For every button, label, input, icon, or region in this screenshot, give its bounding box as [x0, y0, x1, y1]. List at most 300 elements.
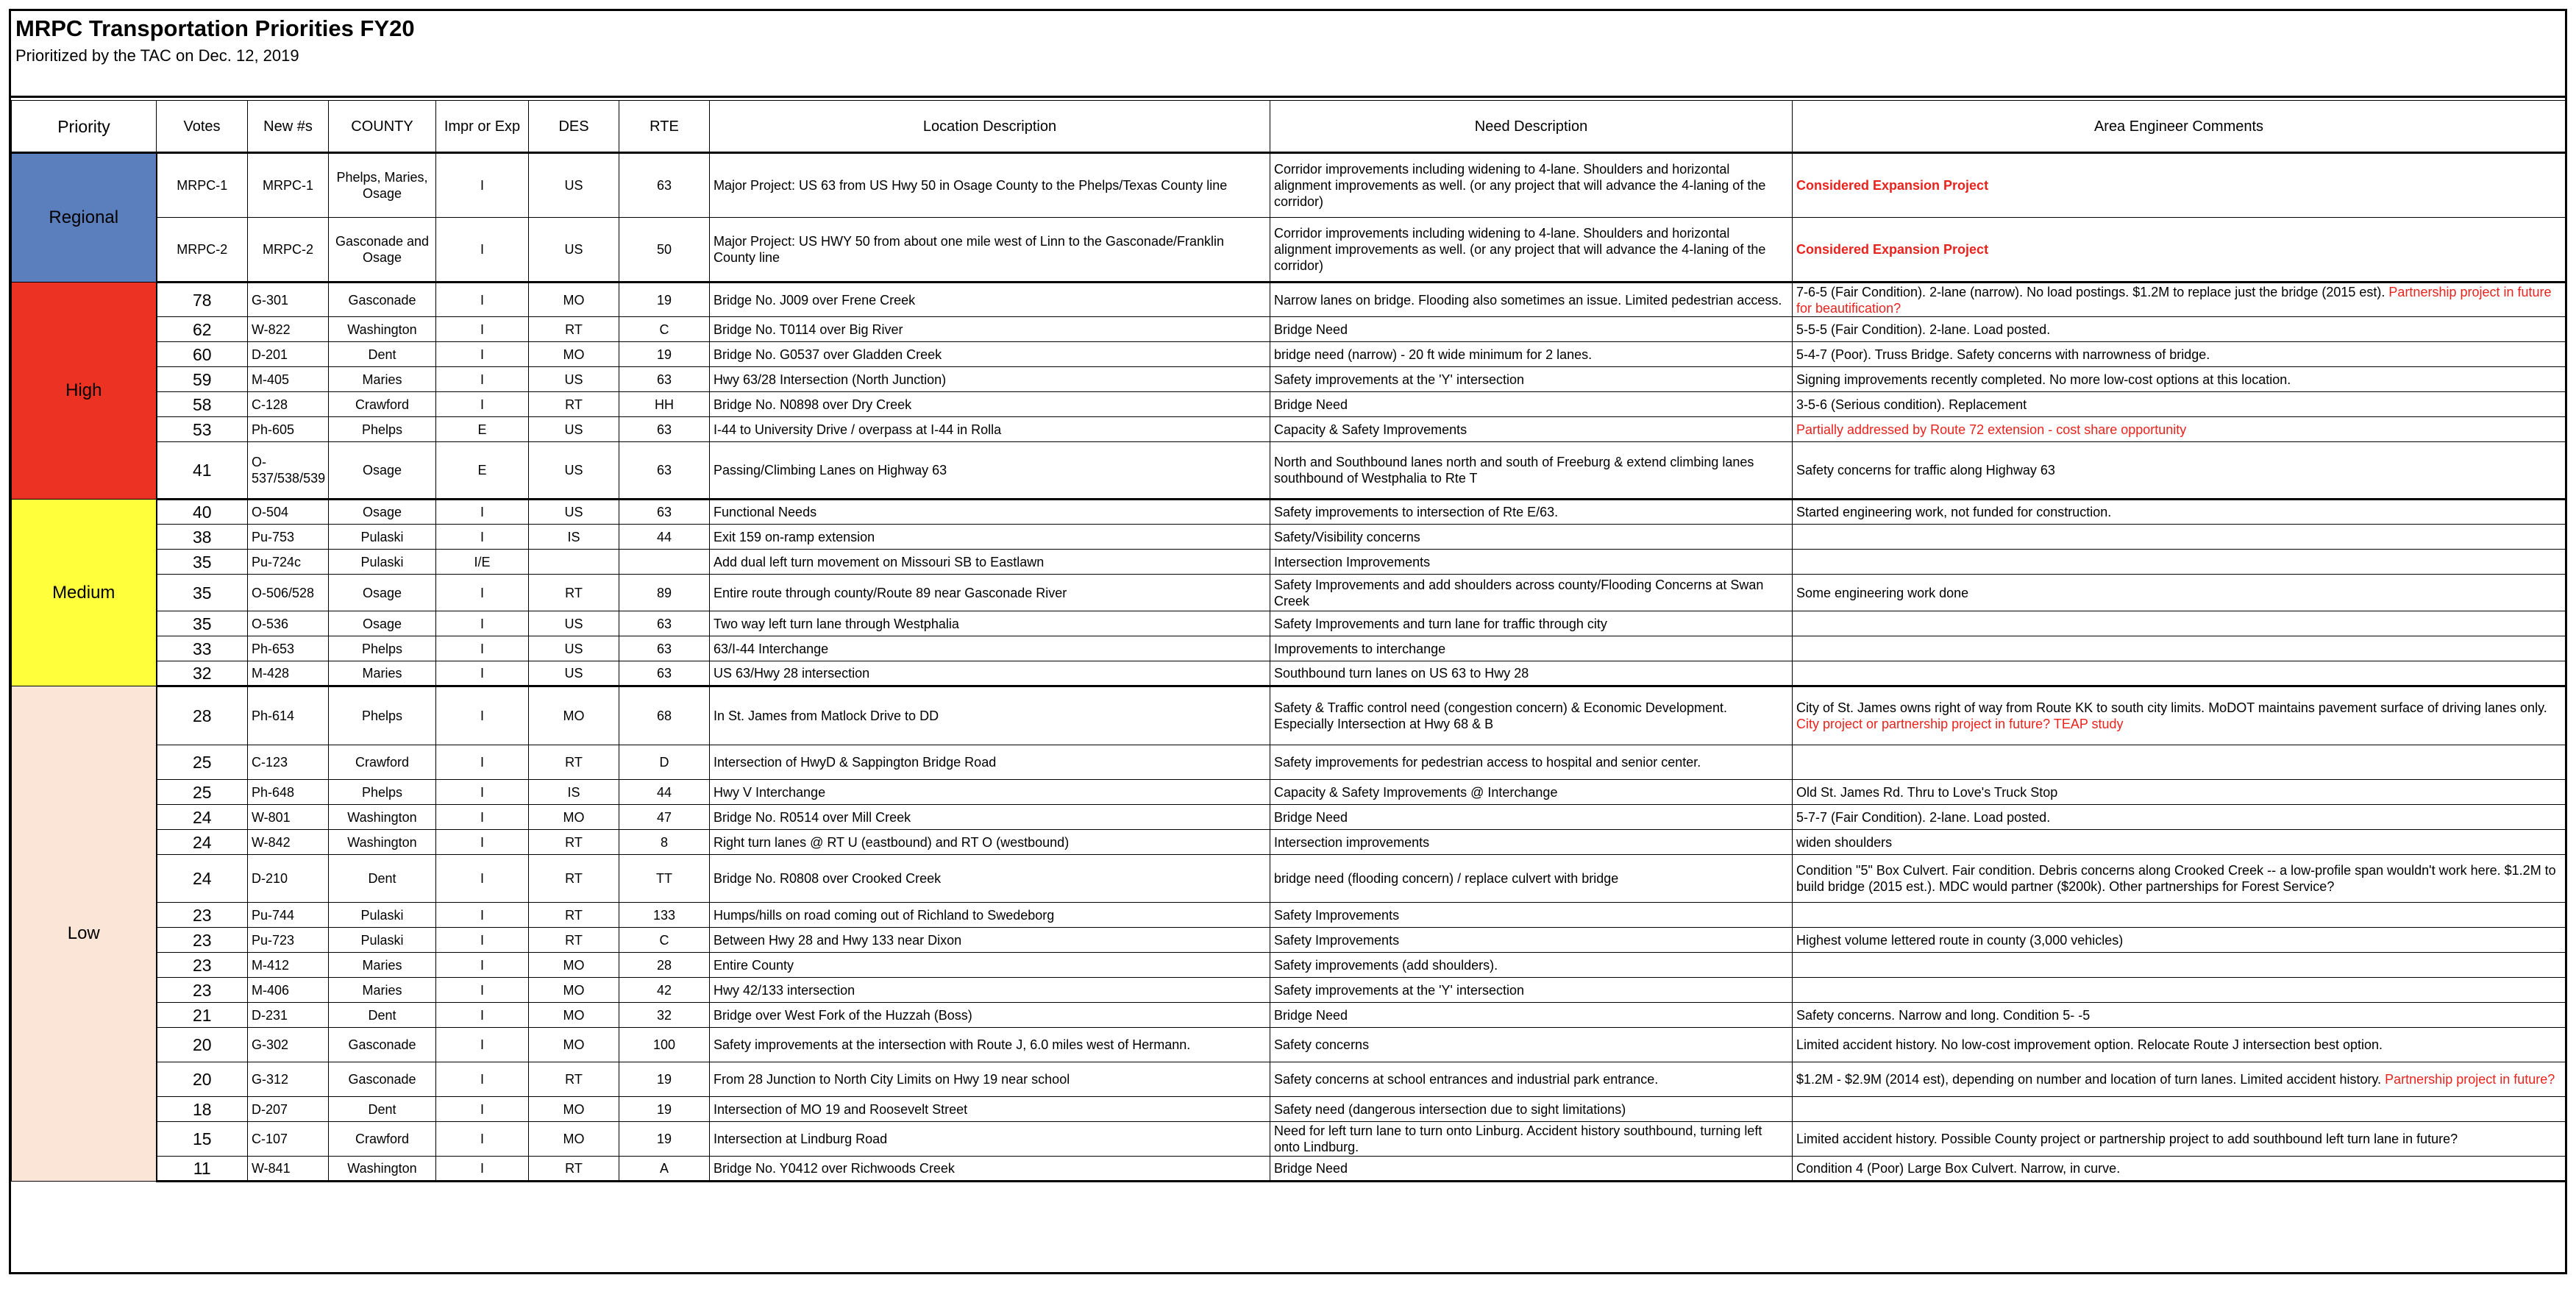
comment-highlight-text: City project or partnership project in future? TEAP study [1796, 717, 2124, 731]
priority-group-regional: Regional [12, 153, 157, 283]
cell-des: US [529, 442, 619, 500]
cell-rte: 19 [619, 1097, 710, 1122]
table-row [12, 575, 2566, 611]
cell-impr-or-exp: I [436, 1157, 529, 1182]
cell-area-engineer-comments [1793, 855, 2566, 903]
cell-des: RT [529, 1062, 619, 1097]
cell-des: US [529, 153, 619, 218]
cell-des: US [529, 500, 619, 525]
cell-area-engineer-comments [1793, 686, 2566, 745]
priorities-table [11, 100, 2566, 1182]
cell-new-number: Ph-653 [248, 636, 329, 661]
priority-group-high: High [12, 283, 157, 500]
cell-location-description: Safety improvements at the intersection with Route J, 6.0 miles west of Hermann. [710, 1028, 1270, 1062]
cell-need-description: Safety concerns at school entrances and industrial park entrance. [1270, 1062, 1793, 1097]
cell-des [529, 550, 619, 575]
cell-rte: A [619, 1157, 710, 1182]
cell-rte: 8 [619, 830, 710, 855]
cell-rte: 63 [619, 153, 710, 218]
cell-des: RT [529, 317, 619, 342]
cell-impr-or-exp: I [436, 636, 529, 661]
cell-need-description: Safety improvements at the 'Y' intersection [1270, 978, 1793, 1003]
cell-county: Washington [329, 317, 436, 342]
cell-location-description: Intersection at Lindburg Road [710, 1122, 1270, 1157]
cell-des: RT [529, 392, 619, 417]
cell-impr-or-exp: I [436, 218, 529, 283]
cell-impr-or-exp: I [436, 745, 529, 780]
cell-des: US [529, 417, 619, 442]
cell-location-description: Intersection of MO 19 and Roosevelt Street [710, 1097, 1270, 1122]
cell-need-description: Bridge Need [1270, 317, 1793, 342]
cell-need-description: North and Southbound lanes north and south of Freeburg & extend climbing lanes southbound of Westphalia to Rte T [1270, 442, 1793, 500]
cell-location-description: Bridge No. R0808 over Crooked Creek [710, 855, 1270, 903]
table-row [12, 855, 2566, 903]
cell-new-number: M-428 [248, 661, 329, 686]
header-row [12, 101, 2566, 153]
cell-rte: 32 [619, 1003, 710, 1028]
table-row [12, 500, 2566, 525]
cell-des: MO [529, 342, 619, 367]
cell-location-description: I-44 to University Drive / overpass at I-44 in Rolla [710, 417, 1270, 442]
cell-area-engineer-comments [1793, 367, 2566, 392]
cell-location-description: Entire route through county/Route 89 near Gasconade River [710, 575, 1270, 611]
cell-need-description: Safety & Traffic control need (congestion concern) & Economic Development. Especially Intersection at Hwy 68 & B [1270, 686, 1793, 745]
cell-need-description: Safety Improvements [1270, 928, 1793, 953]
table-row [12, 153, 2566, 218]
comment-text: $1.2M - $2.9M (2014 est), depending on number and location of turn lanes. Limited accident history. [1796, 1072, 2382, 1087]
cell-location-description: Humps/hills on road coming out of Richland to Swedeborg [710, 903, 1270, 928]
cell-area-engineer-comments [1793, 661, 2566, 686]
cell-location-description: Between Hwy 28 and Hwy 133 near Dixon [710, 928, 1270, 953]
col-header-des: DES [529, 101, 619, 153]
cell-county: Gasconade [329, 1028, 436, 1062]
cell-new-number: W-841 [248, 1157, 329, 1182]
cell-area-engineer-comments [1793, 636, 2566, 661]
cell-need-description: Safety improvements (add shoulders). [1270, 953, 1793, 978]
cell-location-description: Functional Needs [710, 500, 1270, 525]
table-row [12, 317, 2566, 342]
comment-text: Some engineering work done [1796, 585, 1969, 600]
cell-impr-or-exp: I [436, 392, 529, 417]
cell-new-number: W-801 [248, 805, 329, 830]
cell-county: Osage [329, 611, 436, 636]
table-row [12, 978, 2566, 1003]
cell-votes: 33 [157, 636, 248, 661]
cell-county: Maries [329, 978, 436, 1003]
cell-location-description: Right turn lanes @ RT U (eastbound) and RT O (westbound) [710, 830, 1270, 855]
cell-county: Phelps [329, 417, 436, 442]
cell-votes: 32 [157, 661, 248, 686]
comment-text: Old St. James Rd. Thru to Love's Truck Stop [1796, 784, 2058, 800]
page-title: MRPC Transportation Priorities FY20 [15, 15, 415, 41]
cell-votes: 59 [157, 367, 248, 392]
cell-new-number: Pu-744 [248, 903, 329, 928]
cell-area-engineer-comments [1793, 218, 2566, 283]
table-row [12, 550, 2566, 575]
cell-county: Maries [329, 953, 436, 978]
comment-text: 5-5-5 (Fair Condition). 2-lane. Load posted. [1796, 322, 2051, 337]
cell-need-description: Corridor improvements including widening to 4-lane. Shoulders and horizontal alignment improvements as well. (or any project that will advance the 4-laning of the corridor) [1270, 218, 1793, 283]
cell-location-description: Add dual left turn movement on Missouri SB to Eastlawn [710, 550, 1270, 575]
cell-votes: 21 [157, 1003, 248, 1028]
table-row [12, 745, 2566, 780]
table-row [12, 1122, 2566, 1157]
cell-des: MO [529, 283, 619, 317]
cell-location-description: Exit 159 on-ramp extension [710, 525, 1270, 550]
cell-des: RT [529, 928, 619, 953]
comment-text: 5-4-7 (Poor). Truss Bridge. Safety concerns with narrowness of bridge. [1796, 347, 2210, 362]
cell-county: Phelps [329, 636, 436, 661]
cell-des: MO [529, 978, 619, 1003]
cell-des: MO [529, 953, 619, 978]
comment-highlight-text: Partnership project in future for beautification? [1796, 284, 2552, 316]
cell-location-description: Hwy 63/28 Intersection (North Junction) [710, 367, 1270, 392]
cell-area-engineer-comments [1793, 550, 2566, 575]
cell-votes: 53 [157, 417, 248, 442]
cell-des: MO [529, 686, 619, 745]
cell-need-description: Improvements to interchange [1270, 636, 1793, 661]
table-row [12, 661, 2566, 686]
cell-impr-or-exp: I [436, 903, 529, 928]
cell-des: MO [529, 1097, 619, 1122]
cell-impr-or-exp: I [436, 611, 529, 636]
cell-area-engineer-comments [1793, 953, 2566, 978]
cell-rte: 63 [619, 661, 710, 686]
cell-area-engineer-comments [1793, 153, 2566, 218]
comment-text: Safety concerns for traffic along Highway 63 [1796, 463, 2055, 477]
cell-des: MO [529, 1003, 619, 1028]
comment-text: Condition 4 (Poor) Large Box Culvert. Narrow, in curve. [1796, 1161, 2121, 1176]
cell-area-engineer-comments [1793, 805, 2566, 830]
cell-impr-or-exp: I [436, 661, 529, 686]
cell-need-description: Safety concerns [1270, 1028, 1793, 1062]
table-row [12, 367, 2566, 392]
cell-new-number: G-302 [248, 1028, 329, 1062]
cell-impr-or-exp: I [436, 367, 529, 392]
cell-votes: 58 [157, 392, 248, 417]
cell-county: Gasconade and Osage [329, 218, 436, 283]
cell-rte [619, 550, 710, 575]
cell-new-number: G-312 [248, 1062, 329, 1097]
cell-new-number: Pu-753 [248, 525, 329, 550]
table-row [12, 442, 2566, 500]
cell-new-number: MRPC-1 [248, 153, 329, 218]
cell-votes: 78 [157, 283, 248, 317]
cell-area-engineer-comments [1793, 1003, 2566, 1028]
cell-need-description: Safety need (dangerous intersection due to sight limitations) [1270, 1097, 1793, 1122]
cell-impr-or-exp: I [436, 780, 529, 805]
cell-county: Osage [329, 442, 436, 500]
cell-new-number: M-405 [248, 367, 329, 392]
cell-need-description: Safety Improvements [1270, 903, 1793, 928]
cell-county: Crawford [329, 745, 436, 780]
table-row [12, 1062, 2566, 1097]
cell-votes: 60 [157, 342, 248, 367]
cell-need-description: Capacity & Safety Improvements @ Interchange [1270, 780, 1793, 805]
cell-new-number: C-123 [248, 745, 329, 780]
table-row [12, 1097, 2566, 1122]
col-header-county: COUNTY [329, 101, 436, 153]
cell-location-description: Hwy V Interchange [710, 780, 1270, 805]
cell-des: IS [529, 780, 619, 805]
table-row [12, 611, 2566, 636]
cell-location-description: Passing/Climbing Lanes on Highway 63 [710, 442, 1270, 500]
cell-rte: 50 [619, 218, 710, 283]
cell-impr-or-exp: I [436, 686, 529, 745]
cell-area-engineer-comments [1793, 525, 2566, 550]
cell-county: Dent [329, 855, 436, 903]
cell-area-engineer-comments [1793, 978, 2566, 1003]
comment-text: Highest volume lettered route in county (3,000 vehicles) [1796, 932, 2124, 948]
cell-area-engineer-comments [1793, 1122, 2566, 1157]
cell-votes: 25 [157, 745, 248, 780]
cell-des: RT [529, 830, 619, 855]
table-row [12, 780, 2566, 805]
cell-votes: 41 [157, 442, 248, 500]
cell-des: RT [529, 903, 619, 928]
cell-des: RT [529, 1157, 619, 1182]
table-row [12, 1157, 2566, 1182]
cell-need-description: Narrow lanes on bridge. Flooding also sometimes an issue. Limited pedestrian access. [1270, 283, 1793, 317]
cell-area-engineer-comments [1793, 830, 2566, 855]
cell-location-description: Major Project: US 63 from US Hwy 50 in Osage County to the Phelps/Texas County line [710, 153, 1270, 218]
cell-des: US [529, 611, 619, 636]
cell-location-description: Bridge No. G0537 over Gladden Creek [710, 342, 1270, 367]
cell-impr-or-exp: I [436, 153, 529, 218]
col-header-votes: Votes [157, 101, 248, 153]
cell-location-description: Bridge No. J009 over Frene Creek [710, 283, 1270, 317]
cell-des: US [529, 218, 619, 283]
cell-impr-or-exp: I [436, 928, 529, 953]
comment-highlight-text: Considered Expansion Project [1796, 178, 1989, 193]
col-header-area-engineer-comments: Area Engineer Comments [1793, 101, 2566, 153]
cell-rte: 63 [619, 367, 710, 392]
comment-highlight-text: Partially addressed by Route 72 extension - cost share opportunity [1796, 422, 2187, 437]
cell-county: Crawford [329, 392, 436, 417]
cell-county: Osage [329, 500, 436, 525]
cell-area-engineer-comments [1793, 283, 2566, 317]
cell-rte: HH [619, 392, 710, 417]
page-subtitle: Prioritized by the TAC on Dec. 12, 2019 [15, 46, 299, 65]
cell-new-number: D-201 [248, 342, 329, 367]
cell-area-engineer-comments [1793, 928, 2566, 953]
cell-county: Pulaski [329, 525, 436, 550]
cell-impr-or-exp: I [436, 500, 529, 525]
cell-impr-or-exp: I [436, 830, 529, 855]
table-row [12, 903, 2566, 928]
cell-need-description: Bridge Need [1270, 392, 1793, 417]
cell-rte: D [619, 745, 710, 780]
cell-new-number: Pu-724c [248, 550, 329, 575]
cell-rte: 63 [619, 417, 710, 442]
cell-rte: TT [619, 855, 710, 903]
cell-rte: 19 [619, 1122, 710, 1157]
comment-text: Limited accident history. No low-cost improvement option. Relocate Route J intersection best option. [1796, 1037, 2383, 1052]
cell-county: Washington [329, 1157, 436, 1182]
cell-new-number: M-406 [248, 978, 329, 1003]
cell-impr-or-exp: I [436, 953, 529, 978]
cell-county: Pulaski [329, 903, 436, 928]
cell-rte: 133 [619, 903, 710, 928]
cell-votes: 23 [157, 953, 248, 978]
table-row [12, 1003, 2566, 1028]
cell-location-description: Major Project: US HWY 50 from about one mile west of Linn to the Gasconade/Franklin County line [710, 218, 1270, 283]
comment-highlight-text: Considered Expansion Project [1796, 242, 1989, 257]
cell-impr-or-exp: I/E [436, 550, 529, 575]
cell-area-engineer-comments [1793, 417, 2566, 442]
priority-group-medium: Medium [12, 500, 157, 686]
cell-area-engineer-comments [1793, 317, 2566, 342]
cell-area-engineer-comments [1793, 1157, 2566, 1182]
cell-rte: 100 [619, 1028, 710, 1062]
comment-text: Limited accident history. Possible County project or partnership project to add southbound left turn lane in future? [1796, 1132, 2458, 1146]
cell-rte: 44 [619, 525, 710, 550]
cell-need-description: bridge need (narrow) - 20 ft wide minimum for 2 lanes. [1270, 342, 1793, 367]
table-row [12, 218, 2566, 283]
cell-new-number: O-506/528 [248, 575, 329, 611]
cell-location-description: US 63/Hwy 28 intersection [710, 661, 1270, 686]
cell-rte: 28 [619, 953, 710, 978]
table-row [12, 392, 2566, 417]
cell-votes: 40 [157, 500, 248, 525]
cell-area-engineer-comments [1793, 500, 2566, 525]
cell-votes: 24 [157, 805, 248, 830]
col-header-need-description: Need Description [1270, 101, 1793, 153]
cell-votes: 62 [157, 317, 248, 342]
cell-area-engineer-comments [1793, 392, 2566, 417]
cell-votes: 25 [157, 780, 248, 805]
cell-rte: 63 [619, 636, 710, 661]
table-row [12, 342, 2566, 367]
cell-need-description: Need for left turn lane to turn onto Linburg. Accident history southbound, turning left onto Lindburg. [1270, 1122, 1793, 1157]
comment-text: Condition "5" Box Culvert. Fair condition. Debris concerns along Crooked Creek -- a low-profile span wouldn't work here. $1.2M to build bridge (2015 est.). MDC would partner ($200k). Other partnerships for Forest Service? [1796, 863, 2556, 894]
cell-rte: 19 [619, 283, 710, 317]
priority-group-low: Low [12, 686, 157, 1182]
cell-new-number: W-842 [248, 830, 329, 855]
cell-need-description: Corridor improvements including widening to 4-lane. Shoulders and horizontal alignment improvements as well. (or any project that will advance the 4-laning of the corridor) [1270, 153, 1793, 218]
cell-impr-or-exp: I [436, 1003, 529, 1028]
cell-impr-or-exp: I [436, 1097, 529, 1122]
cell-des: RT [529, 745, 619, 780]
cell-impr-or-exp: I [436, 575, 529, 611]
cell-new-number: D-231 [248, 1003, 329, 1028]
cell-area-engineer-comments [1793, 1062, 2566, 1097]
comment-text: 3-5-6 (Serious condition). Replacement [1796, 397, 2027, 412]
cell-county: Osage [329, 575, 436, 611]
cell-rte: 19 [619, 342, 710, 367]
cell-location-description: Intersection of HwyD & Sappington Bridge Road [710, 745, 1270, 780]
cell-impr-or-exp: I [436, 342, 529, 367]
table-row [12, 417, 2566, 442]
cell-rte: 63 [619, 500, 710, 525]
cell-new-number: W-822 [248, 317, 329, 342]
cell-impr-or-exp: I [436, 855, 529, 903]
cell-location-description: Bridge No. N0898 over Dry Creek [710, 392, 1270, 417]
cell-impr-or-exp: I [436, 525, 529, 550]
cell-des: IS [529, 525, 619, 550]
table-row [12, 283, 2566, 317]
cell-impr-or-exp: I [436, 805, 529, 830]
cell-rte: C [619, 928, 710, 953]
cell-location-description: Entire County [710, 953, 1270, 978]
cell-county: Pulaski [329, 928, 436, 953]
cell-need-description: Bridge Need [1270, 1003, 1793, 1028]
col-header-impr-or-exp: Impr or Exp [436, 101, 529, 153]
col-header-location-description: Location Description [710, 101, 1270, 153]
col-header-new-numbers: New #s [248, 101, 329, 153]
table-row [12, 636, 2566, 661]
cell-area-engineer-comments [1793, 745, 2566, 780]
cell-des: MO [529, 1122, 619, 1157]
cell-need-description: bridge need (flooding concern) / replace culvert with bridge [1270, 855, 1793, 903]
cell-county: Washington [329, 805, 436, 830]
cell-new-number: G-301 [248, 283, 329, 317]
cell-county: Washington [329, 830, 436, 855]
cell-rte: 89 [619, 575, 710, 611]
cell-location-description: Bridge No. Y0412 over Richwoods Creek [710, 1157, 1270, 1182]
cell-new-number: Ph-614 [248, 686, 329, 745]
cell-county: Pulaski [329, 550, 436, 575]
cell-impr-or-exp: E [436, 442, 529, 500]
table-row [12, 805, 2566, 830]
comment-text: 5-7-7 (Fair Condition). 2-lane. Load posted. [1796, 809, 2051, 825]
cell-votes: 23 [157, 903, 248, 928]
cell-votes: 24 [157, 830, 248, 855]
cell-new-number: D-210 [248, 855, 329, 903]
cell-rte: 63 [619, 611, 710, 636]
table-row [12, 525, 2566, 550]
cell-des: RT [529, 855, 619, 903]
cell-new-number: Ph-648 [248, 780, 329, 805]
cell-area-engineer-comments [1793, 780, 2566, 805]
cell-need-description: Intersection Improvements [1270, 550, 1793, 575]
cell-rte: 63 [619, 442, 710, 500]
cell-impr-or-exp: I [436, 978, 529, 1003]
cell-rte: 68 [619, 686, 710, 745]
cell-votes: MRPC-2 [157, 218, 248, 283]
cell-new-number: D-207 [248, 1097, 329, 1122]
cell-area-engineer-comments [1793, 903, 2566, 928]
cell-votes: 28 [157, 686, 248, 745]
cell-new-number: MRPC-2 [248, 218, 329, 283]
cell-impr-or-exp: I [436, 317, 529, 342]
cell-need-description: Intersection improvements [1270, 830, 1793, 855]
cell-new-number: O-504 [248, 500, 329, 525]
cell-county: Gasconade [329, 283, 436, 317]
cell-impr-or-exp: I [436, 1028, 529, 1062]
cell-des: RT [529, 575, 619, 611]
cell-votes: 23 [157, 928, 248, 953]
cell-new-number: C-107 [248, 1122, 329, 1157]
cell-rte: 42 [619, 978, 710, 1003]
cell-county: Maries [329, 367, 436, 392]
cell-county: Gasconade [329, 1062, 436, 1097]
table-row [12, 928, 2566, 953]
cell-des: US [529, 661, 619, 686]
cell-location-description: From 28 Junction to North City Limits on Hwy 19 near school [710, 1062, 1270, 1097]
cell-need-description: Capacity & Safety Improvements [1270, 417, 1793, 442]
cell-impr-or-exp: I [436, 283, 529, 317]
cell-votes: 24 [157, 855, 248, 903]
cell-need-description: Bridge Need [1270, 805, 1793, 830]
cell-county: Phelps, Maries, Osage [329, 153, 436, 218]
cell-county: Dent [329, 342, 436, 367]
cell-new-number: O-536 [248, 611, 329, 636]
col-header-rte: RTE [619, 101, 710, 153]
comment-text: Safety concerns. Narrow and long. Condition 5- -5 [1796, 1007, 2091, 1023]
cell-area-engineer-comments [1793, 342, 2566, 367]
cell-location-description: Hwy 42/133 intersection [710, 978, 1270, 1003]
